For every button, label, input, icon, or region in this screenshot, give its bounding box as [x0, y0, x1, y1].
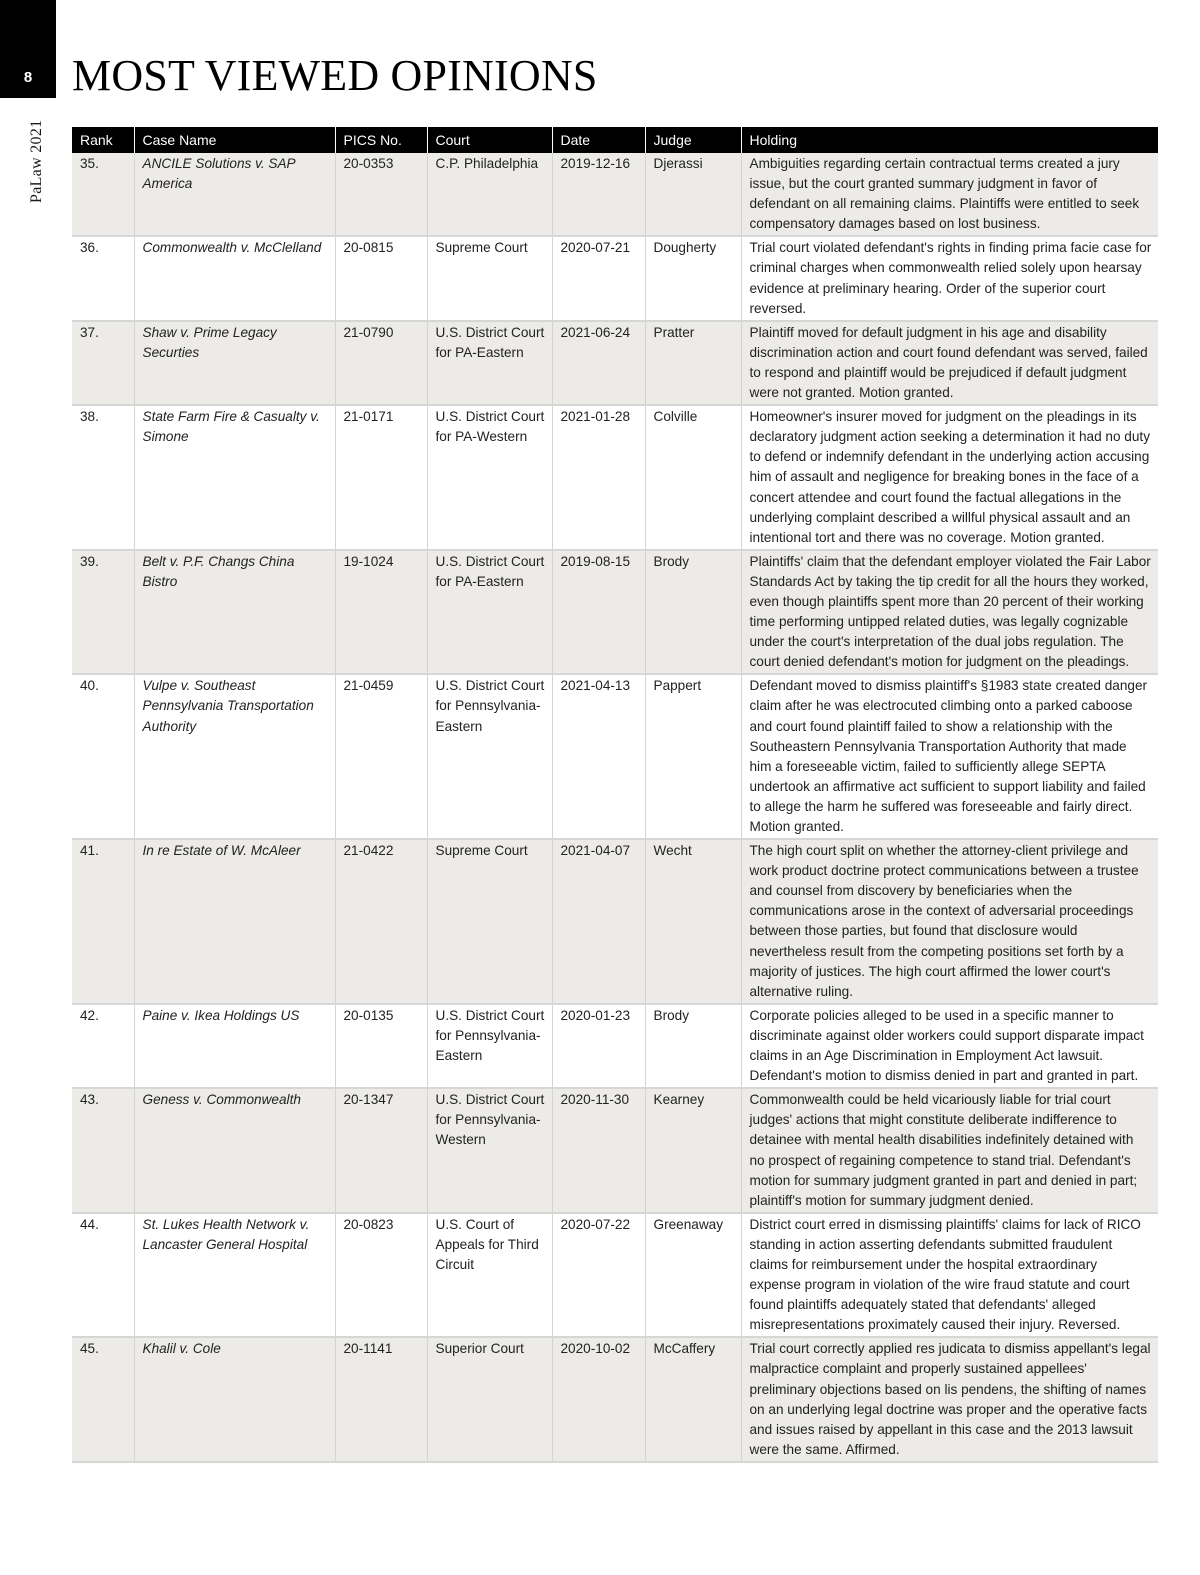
opinions-table [72, 127, 1158, 1463]
court-cell: U.S. District Court for PA-Eastern [427, 321, 552, 405]
column-header-court: Court [427, 127, 552, 153]
pics-no-cell: 20-0815 [335, 236, 427, 320]
pics-no-cell: 19-1024 [335, 550, 427, 675]
court-cell: U.S. Court of Appeals for Third Circuit [427, 1213, 552, 1338]
date-cell: 2021-04-07 [552, 839, 645, 1004]
column-header-pics-no: PICS No. [335, 127, 427, 153]
case-name-cell: ANCILE Solutions v. SAP America [134, 153, 335, 236]
table-body [72, 153, 1158, 1462]
column-header-case-name: Case Name [134, 127, 335, 153]
table-row [72, 153, 1158, 236]
pics-no-cell: 20-1141 [335, 1337, 427, 1462]
pics-no-cell: 21-0790 [335, 321, 427, 405]
table-row [72, 674, 1158, 839]
rank-cell: 40. [72, 674, 134, 839]
judge-cell: Greenaway [645, 1213, 741, 1338]
column-header-holding: Holding [741, 127, 1158, 153]
page-title: MOST VIEWED OPINIONS [72, 51, 598, 100]
date-cell: 2021-04-13 [552, 674, 645, 839]
rank-cell: 39. [72, 550, 134, 675]
holding-cell: Defendant moved to dismiss plaintiff's §1983 state created danger claim after he was electrocuted climbing onto a parked caboose and court found plaintiff failed to show a relationship with the Southeastern Pennsylvania Transportation Authority that made him a foreseeable victim, failed to sufficiently allege SEPTA undertook an affirmative act sufficient to support liability and failed to allege the harm he suffered was foreseeable and fairly direct. Motion granted. [741, 674, 1158, 839]
judge-cell: Colville [645, 405, 741, 550]
court-cell: C.P. Philadelphia [427, 153, 552, 236]
case-name-cell: Belt v. P.F. Changs China Bistro [134, 550, 335, 675]
holding-cell: Ambiguities regarding certain contractual terms created a jury issue, but the court granted summary judgment in favor of defendant on all remaining claims. Plaintiffs were entitled to seek compensatory damages based on lost business. [741, 153, 1158, 236]
date-cell: 2020-10-02 [552, 1337, 645, 1462]
holding-cell: Homeowner's insurer moved for judgment on the pleadings in its declaratory judgment action seeking a determination it had no duty to defend or indemnify defendant in the underlying action accusing him of assault and negligence for breaking bones in the face of a concert attendee and court found the factual allegations in the underlying complaint described a willful physical assault and an intentional tort and there was no coverage. Motion granted. [741, 405, 1158, 550]
rank-cell: 41. [72, 839, 134, 1004]
court-cell: U.S. District Court for PA-Western [427, 405, 552, 550]
page-number-tab [0, 0, 56, 98]
court-cell: U.S. District Court for Pennsylvania-Western [427, 1088, 552, 1213]
court-cell: Supreme Court [427, 236, 552, 320]
column-header-judge: Judge [645, 127, 741, 153]
publication-label: PaLaw 2021 [28, 119, 45, 203]
judge-cell: McCaffery [645, 1337, 741, 1462]
judge-cell: Brody [645, 550, 741, 675]
date-cell: 2020-07-22 [552, 1213, 645, 1338]
pics-no-cell: 20-0135 [335, 1004, 427, 1088]
holding-cell: The high court split on whether the attorney-client privilege and work product doctrine protect communications between a trustee and counsel from discovery by beneficiaries when the communications arose in the context of adversarial proceedings between those parties, but found that disclosure would nevertheless result from the competing positions set forth by a majority of justices. The high court affirmed the lower court's alternative ruling. [741, 839, 1158, 1004]
table-row [72, 550, 1158, 675]
court-cell: U.S. District Court for PA-Eastern [427, 550, 552, 675]
holding-cell: Corporate policies alleged to be used in a specific manner to discriminate against older workers could support disparate impact claims in an Age Discrimination in Employment Act lawsuit. Defendant's motion to dismiss denied in part and granted in part. [741, 1004, 1158, 1088]
date-cell: 2020-07-21 [552, 236, 645, 320]
judge-cell: Djerassi [645, 153, 741, 236]
pics-no-cell: 20-1347 [335, 1088, 427, 1213]
case-name-cell: Geness v. Commonwealth [134, 1088, 335, 1213]
pics-no-cell: 21-0459 [335, 674, 427, 839]
holding-cell: Plaintiffs' claim that the defendant employer violated the Fair Labor Standards Act by taking the tip credit for all the hours they worked, even though plaintiffs spent more than 20 percent of their working time performing untipped related duties, was legally cognizable under the court's interpretation of the dual jobs regulation. The court denied defendant's motion for judgment on the pleadings. [741, 550, 1158, 675]
page-number: 8 [23, 69, 33, 86]
rank-cell: 45. [72, 1337, 134, 1462]
rank-cell: 36. [72, 236, 134, 320]
table-row [72, 321, 1158, 405]
table-header [72, 127, 1158, 153]
judge-cell: Wecht [645, 839, 741, 1004]
pics-no-cell: 21-0171 [335, 405, 427, 550]
rank-cell: 38. [72, 405, 134, 550]
judge-cell: Pratter [645, 321, 741, 405]
table-row [72, 839, 1158, 1004]
case-name-cell: St. Lukes Health Network v. Lancaster General Hospital [134, 1213, 335, 1338]
date-cell: 2021-06-24 [552, 321, 645, 405]
pics-no-cell: 20-0353 [335, 153, 427, 236]
column-header-rank: Rank [72, 127, 134, 153]
case-name-cell: Shaw v. Prime Legacy Securties [134, 321, 335, 405]
rank-cell: 42. [72, 1004, 134, 1088]
judge-cell: Dougherty [645, 236, 741, 320]
case-name-cell: State Farm Fire & Casualty v. Simone [134, 405, 335, 550]
holding-cell: District court erred in dismissing plaintiffs' claims for lack of RICO standing in action asserting defendants submitted fraudulent claims for reimbursement under the hospital extraordinary expense program in violation of the wire fraud statute and court found plaintiffs adequately stated that defendants' alleged misrepresentations proximately caused their injury. Reversed. [741, 1213, 1158, 1338]
table-row [72, 1004, 1158, 1088]
table-row [72, 236, 1158, 320]
court-cell: U.S. District Court for Pennsylvania-Eastern [427, 674, 552, 839]
court-cell: Superior Court [427, 1337, 552, 1462]
case-name-cell: In re Estate of W. McAleer [134, 839, 335, 1004]
court-cell: Supreme Court [427, 839, 552, 1004]
case-name-cell: Khalil v. Cole [134, 1337, 335, 1462]
column-header-date: Date [552, 127, 645, 153]
judge-cell: Pappert [645, 674, 741, 839]
holding-cell: Trial court correctly applied res judicata to dismiss appellant's legal malpractice complaint and properly sustained appellees' preliminary objections based on lis pendens, the shifting of names on an underlying legal doctrine was proper and the operative facts and issues raised by appellant in this case and the 2013 lawsuit were the same. Affirmed. [741, 1337, 1158, 1462]
case-name-cell: Commonwealth v. McClelland [134, 236, 335, 320]
judge-cell: Brody [645, 1004, 741, 1088]
table-row [72, 1213, 1158, 1338]
table-row [72, 1337, 1158, 1462]
holding-cell: Trial court violated defendant's rights in finding prima facie case for criminal charges when commonwealth relied solely upon hearsay evidence at preliminary hearing. Order of the superior court reversed. [741, 236, 1158, 320]
header-row [72, 127, 1158, 153]
court-cell: U.S. District Court for Pennsylvania-Eastern [427, 1004, 552, 1088]
pics-no-cell: 21-0422 [335, 839, 427, 1004]
rank-cell: 43. [72, 1088, 134, 1213]
rank-cell: 37. [72, 321, 134, 405]
date-cell: 2019-12-16 [552, 153, 645, 236]
holding-cell: Commonwealth could be held vicariously liable for trial court judges' actions that might constitute deliberate indifference to detainee with mental health disabilities indefinitely detained with no prospect of regaining competence to stand trial. Defendant's motion for summary judgment granted in part and denied in part; plaintiff's motion for summary judgment denied. [741, 1088, 1158, 1213]
holding-cell: Plaintiff moved for default judgment in his age and disability discrimination action and court found defendant was served, failed to respond and plaintiff would be prejudiced if default judgment were not granted. Motion granted. [741, 321, 1158, 405]
case-name-cell: Vulpe v. Southeast Pennsylvania Transportation Authority [134, 674, 335, 839]
date-cell: 2020-01-23 [552, 1004, 645, 1088]
date-cell: 2021-01-28 [552, 405, 645, 550]
pics-no-cell: 20-0823 [335, 1213, 427, 1338]
rank-cell: 44. [72, 1213, 134, 1338]
date-cell: 2019-08-15 [552, 550, 645, 675]
judge-cell: Kearney [645, 1088, 741, 1213]
date-cell: 2020-11-30 [552, 1088, 645, 1213]
table-row [72, 405, 1158, 550]
case-name-cell: Paine v. Ikea Holdings US [134, 1004, 335, 1088]
table-row [72, 1088, 1158, 1213]
rank-cell: 35. [72, 153, 134, 236]
